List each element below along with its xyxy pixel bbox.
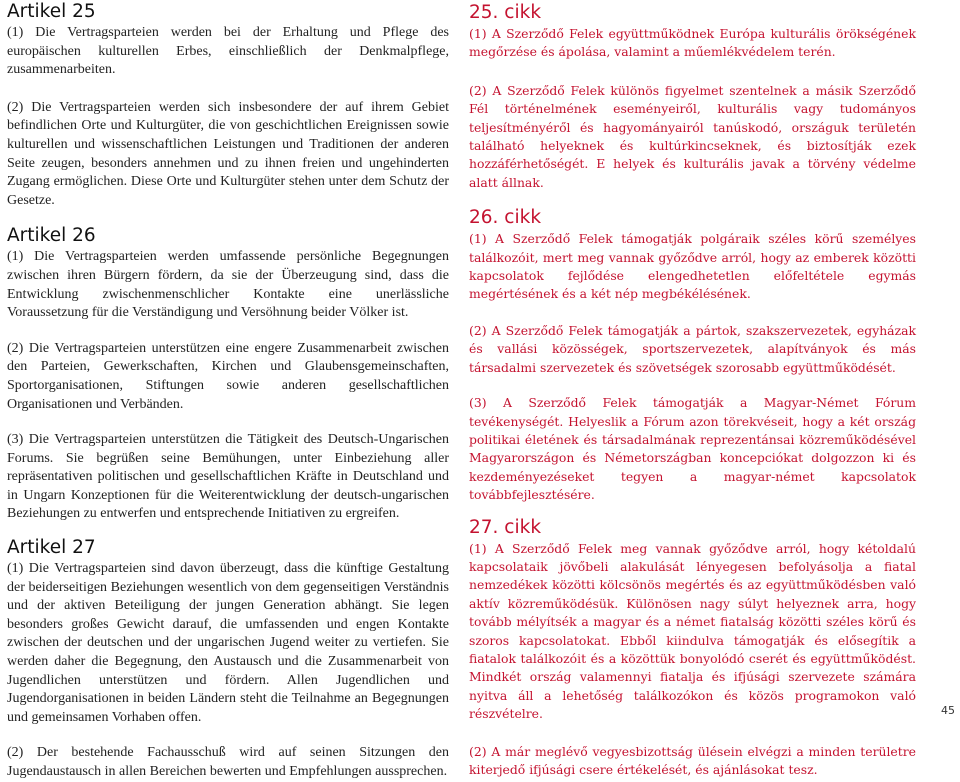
paragraph: (1) A Szerződő Felek támogatják polgáraik széles körű személyes találkozóit, mert meg vannak győződve arról, hogy az emberek közötti kapcsolatok fejlődése elengedhetetlen előfeltétele egymás megértésének és a két nép megbékélésének. [469,231,916,302]
paragraph: (2) Die Vertragsparteien werden sich insbesondere der auf ihrem Gebiet befindlichen Orte und Kulturgüter, die von geschichtlichen Ereignissen sowie kulturellen und wissenschaftlichen Leistungen und Traditionen der anderen Seite zeugen, besonders annehmen und zu ihnen freien und ungehinderten Zugang ermöglichen. Diese Orte und Kulturgüter stehen unter dem Schutz der Gesetze. [7,99,449,208]
article-27-de [7,537,449,782]
article-25-de [7,1,449,210]
hungarian-column [469,0,916,779]
paragraph: (2) A Szerződő Felek támogatják a pártok, szakszervezetek, egyházak és vallási közösségek, sportszervezetek, alapítványok és más társadalmi szervezetek és szövetségek szorosabb együttműködését. [469,322,916,375]
paragraph: (1) Die Vertragsparteien sind davon überzeugt, dass die künftige Gestaltung der beiderseitigen Beziehungen wesentlich von dem gegenseitigen Verständnis und der aktiven Beteiligung der jungen Generation abhängt. Sie legen besonders großes Gewicht darauf, die umfassenden und engen Kontakte zwischen der deutschen und der ungarischen Jugend weiter zu vertiefen. Sie werden daher die Begegnung, den Austausch und die Zusammenarbeit von Jugendlichen unterstützen und fördern. Allen Jugendlichen und Jugendorganisationen in beiden Ländern steht die Teilnahme an Begegnungen und gemeinsamen Vorhaben offen. [7,561,449,725]
article-26-de [7,225,449,524]
article-26-hu [469,207,916,504]
article-title: Artikel 25 [7,1,96,22]
article-25-hu [469,2,916,192]
article-title: 25. cikk [469,2,542,23]
paragraph: (1) Die Vertragsparteien werden bei der Erhaltung und Pflege des europäischen kulturellen Erbes, einschließlich der Denkmalpflege, zusammenarbeiten. [7,25,449,78]
paragraph: (1) A Szerződő Felek meg vannak győződve arról, hogy kétoldalú kapcsolataik jövőbeli alakulását lényegesen befolyásolja a fiatal nemzedékek közötti kölcsönös megértés és az együttműködésben való aktív közreműködésük. Különösen nagy súlyt helyeznek arra, hogy tovább mélyítsék a magyar és a német fiatalság közötti széles körű és szoros kapcsolatokat. Ebből kiindulva támogatják és elősegítik a fiatalok találkozóit és a közöttük bonyolódó cserét és együttműködést. Mindkét ország valamennyi fiatalja és ifjúsági szervezete számára nyitva áll a lehetőség találkozókon és közös programokon való részvételre. [469,540,916,722]
paragraph: (3) A Szerződő Felek támogatják a Magyar-Német Fórum tevékenységét. Helyeslik a Fórum azon törekvéseit, hogy a két ország politikai életének és társadalmának reprezentánsai közreműködésével Magyarországon és Németországban koncepciókat dolgozzon ki és kezdeményezéseket tegyen a magyar-német kapcsolatok továbbfejlesztésére. [469,395,916,503]
article-title: Artikel 27 [7,537,96,559]
article-title: 27. cikk [469,516,542,538]
article-title: Artikel 26 [7,225,96,247]
german-column [7,0,449,782]
paragraph: (2) A Szerződő Felek különös figyelmet szentelnek a másik Szerződő Fél történelmének eseményeiről, kulturális vagy tudományos teljesítményéről és hagyományairól tanúskodó, országuk területén található helyeknek és kultúrkincseknek, és biztosítják ezek hozzáférhetőségét. E helyek és kulturális javak a törvény védelme alatt állnak. [469,82,916,190]
article-27-hu [469,517,916,780]
paragraph: (3) Die Vertragsparteien unterstützen die Tätigkeit des Deutsch-Ungarischen Forums. Sie begrüßen seine Bemühungen, unter Einbeziehung aller repräsentativen politischen und gesellschaftlichen Kräfte in Deutschland und in Ungarn Konzeptionen für die Weiterentwicklung der deutsch-ungarischen Beziehungen zu entwerfen und entsprechende Initiativen zu ergreifen. [7,432,449,522]
paragraph: (2) A már meglévő vegyesbizottság ülésein elvégzi a minden területre kiterjedő ifjúsági csere értékelését, és ajánlásokat tesz. [469,743,916,777]
paragraph: (2) Der bestehende Fachausschuß wird auf seinen Sitzungen den Jugendaustausch in allen Bereichen bewerten und Empfehlungen aussprechen. [7,745,449,779]
article-title: 26. cikk [469,207,542,229]
paragraph: (2) Die Vertragsparteien unterstützen eine engere Zusammenarbeit zwischen den Parteien, Gewerkschaften, Kirchen und Glaubensgemeinschaften, Sportorganisationen, Stiftungen sowie anderen gesellschaftlichen Organisationen und Verbänden. [7,340,449,412]
paragraph: (1) Die Vertragsparteien werden umfassende persönliche Begegnungen zwischen ihren Bürgern fördern, da sie der Überzeugung sind, dass die Entwicklung zwischenmenschlicher Kontakte eine unerlässliche Voraussetzung für die Verständigung und Versöhnung beider Völker ist. [7,249,449,321]
paragraph: (1) A Szerződő Felek együttműködnek Európa kulturális örökségének megőrzése és ápolása, valamint a műemlékvédelem terén. [469,26,916,60]
page-number: 45 [941,704,955,717]
